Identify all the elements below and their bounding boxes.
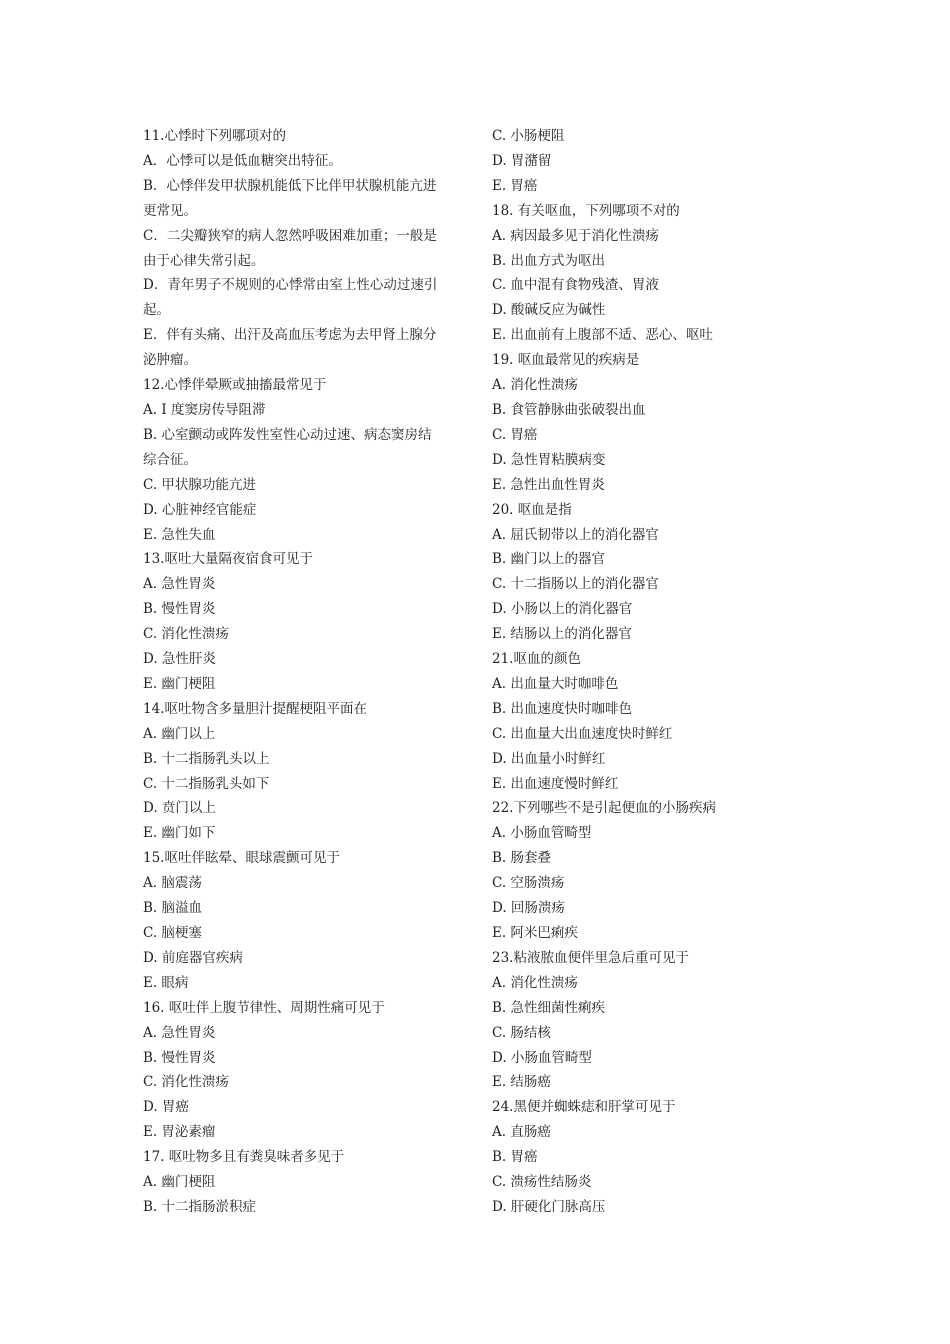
right-text-column [492, 124, 812, 1220]
text-line: C. 十二指肠乳头如下 [143, 775, 270, 792]
text-line: C. 脑梗塞 [143, 925, 202, 941]
text-line: 15.呕吐伴眩晕、眼球震颤可见于 [143, 850, 340, 867]
text-line: D. 心脏神经官能症 [143, 501, 257, 518]
text-line: 18. 有关呕血，下列哪项不对的 [492, 202, 680, 219]
text-line: B. 脑溢血 [143, 900, 203, 917]
text-line: C. 小肠梗阻 [492, 128, 565, 144]
text-line: 24.黑便并蜘蛛痣和肝掌可见于 [492, 1099, 676, 1116]
text-line: C. 十二指肠以上的消化器官 [492, 576, 659, 593]
text-line: A. 屈氏韧带以上的消化器官 [492, 526, 659, 543]
text-line: D. 胃潴留 [492, 152, 552, 169]
text-line: 综合征。 [143, 451, 197, 468]
text-line: C. 甲状腺功能亢进 [143, 476, 256, 493]
text-line: E. 阿米巴痢疾 [492, 925, 578, 941]
text-line: E. 幽门梗阻 [143, 675, 216, 692]
text-line: E. 胃泌素瘤 [143, 1124, 216, 1141]
text-line: 17. 呕吐物多且有粪臭味者多见于 [143, 1149, 345, 1166]
text-line: C. 出血量大出血速度快时鲜红 [492, 725, 673, 742]
text-line: E. 出血前有上腹部不适、恶心、呕吐 [492, 327, 713, 344]
text-line: C. 肠结核 [492, 1024, 551, 1041]
text-line: 更常见。 [143, 202, 197, 219]
text-line: A. 小肠血管畸型 [492, 825, 592, 842]
text-line: 16. 呕吐伴上腹节律性、周期性痛可见于 [143, 999, 385, 1016]
text-line: A. 病因最多见于消化性溃疡 [492, 227, 659, 244]
text-line: 起。 [143, 302, 170, 319]
text-line: A. 幽门梗阻 [143, 1174, 216, 1191]
text-line: A. 幽门以上 [143, 725, 216, 742]
text-line: B. 急性细菌性痢疾 [492, 999, 606, 1016]
text-line: 22.下列哪些不是引起便血的小肠疾病 [492, 800, 716, 817]
text-line: C. 溃疡性结肠炎 [492, 1174, 592, 1191]
text-line: D．青年男子不规则的心悸常由室上性心动过速引 [143, 277, 438, 294]
text-line: C. 消化性溃疡 [143, 1074, 229, 1091]
text-line: E．伴有头痛、出汗及高血压考虑为去甲肾上腺分 [143, 327, 437, 344]
text-line: 21.呕血的颜色 [492, 651, 581, 668]
text-line: D. 小肠血管畸型 [492, 1049, 592, 1066]
text-line: C. 空肠溃疡 [492, 875, 565, 892]
text-line: D. 小肠以上的消化器官 [492, 601, 633, 618]
text-line: E. 结肠癌 [492, 1074, 551, 1091]
text-line: E. 胃癌 [492, 177, 538, 194]
text-line: A. 急性胃炎 [143, 1024, 216, 1041]
left-text-column [143, 124, 461, 1220]
text-line: B. 食管静脉曲张破裂出血 [492, 401, 646, 418]
text-line: D. 急性肝炎 [143, 651, 216, 668]
text-line: 23.粘液脓血便伴里急后重可见于 [492, 949, 689, 966]
text-line: E. 幽门如下 [143, 825, 216, 842]
text-line: A. 消化性溃疡 [492, 974, 578, 991]
text-line: A. 直肠癌 [492, 1124, 551, 1141]
text-line: E. 急性出血性胃炎 [492, 476, 605, 493]
text-line: B．心悸伴发甲状腺机能低下比伴甲状腺机能亢进 [143, 177, 437, 194]
text-line: D. 贲门以上 [143, 800, 216, 817]
text-line: 13.呕吐大量隔夜宿食可见于 [143, 551, 313, 568]
text-line: D. 胃癌 [143, 1099, 189, 1116]
text-line: B. 心室颤动或阵发性室性心动过速、病态窦房结 [143, 426, 432, 443]
text-line: 19. 呕血最常见的疾病是 [492, 352, 640, 369]
text-line: D. 酸碱反应为碱性 [492, 302, 606, 319]
text-line: E. 急性失血 [143, 526, 216, 543]
text-line: B. 出血速度快时咖啡色 [492, 700, 633, 717]
text-line: 由于心律失常引起。 [143, 252, 265, 269]
text-line: C. 消化性溃疡 [143, 626, 229, 643]
text-line: B. 胃癌 [492, 1149, 538, 1166]
text-line: E. 眼病 [143, 974, 189, 991]
text-line: C. 胃癌 [492, 426, 538, 443]
text-line: A. 消化性溃疡 [492, 377, 578, 394]
text-line: B. 十二指肠乳头以上 [143, 750, 270, 767]
text-line: D. 出血量小时鲜红 [492, 750, 606, 767]
text-line: 泌肿瘤。 [143, 352, 197, 369]
text-line: B. 幽门以上的器官 [492, 551, 606, 568]
text-line: C. 血中混有食物残渣、胃液 [492, 277, 659, 294]
text-line: A. 急性胃炎 [143, 576, 216, 593]
text-line: 11.心悸时下列哪项对的 [143, 128, 286, 144]
text-line: D. 肝硬化门脉高压 [492, 1198, 606, 1215]
text-line: B. 肠套叠 [492, 850, 552, 867]
text-line: D. 回肠溃疡 [492, 900, 565, 917]
text-line: A. I 度窦房传导阻滞 [143, 401, 266, 418]
text-line: 20. 呕血是指 [492, 501, 572, 518]
text-line: A. 脑震荡 [143, 875, 202, 892]
text-line: D. 急性胃粘膜病变 [492, 451, 606, 468]
text-line: D. 前庭器官疾病 [143, 949, 243, 966]
text-line: B. 慢性胃炎 [143, 1049, 216, 1066]
text-line: C．二尖瓣狭窄的病人忽然呼吸困难加重；一般是 [143, 227, 437, 244]
text-line: B. 出血方式为呕出 [492, 252, 606, 269]
text-line: E. 出血速度慢时鲜红 [492, 775, 619, 792]
text-line: 12.心悸伴晕厥或抽搐最常见于 [143, 377, 327, 394]
text-line: 14.呕吐物含多量胆汁提醒梗阻平面在 [143, 700, 367, 717]
text-line: E. 结肠以上的消化器官 [492, 626, 632, 643]
text-line: A. 出血量大时咖啡色 [492, 675, 619, 692]
text-line: A．心悸可以是低血糖突出特征。 [143, 152, 342, 169]
text-line: B. 十二指肠淤积症 [143, 1198, 257, 1215]
text-line: B. 慢性胃炎 [143, 601, 216, 618]
